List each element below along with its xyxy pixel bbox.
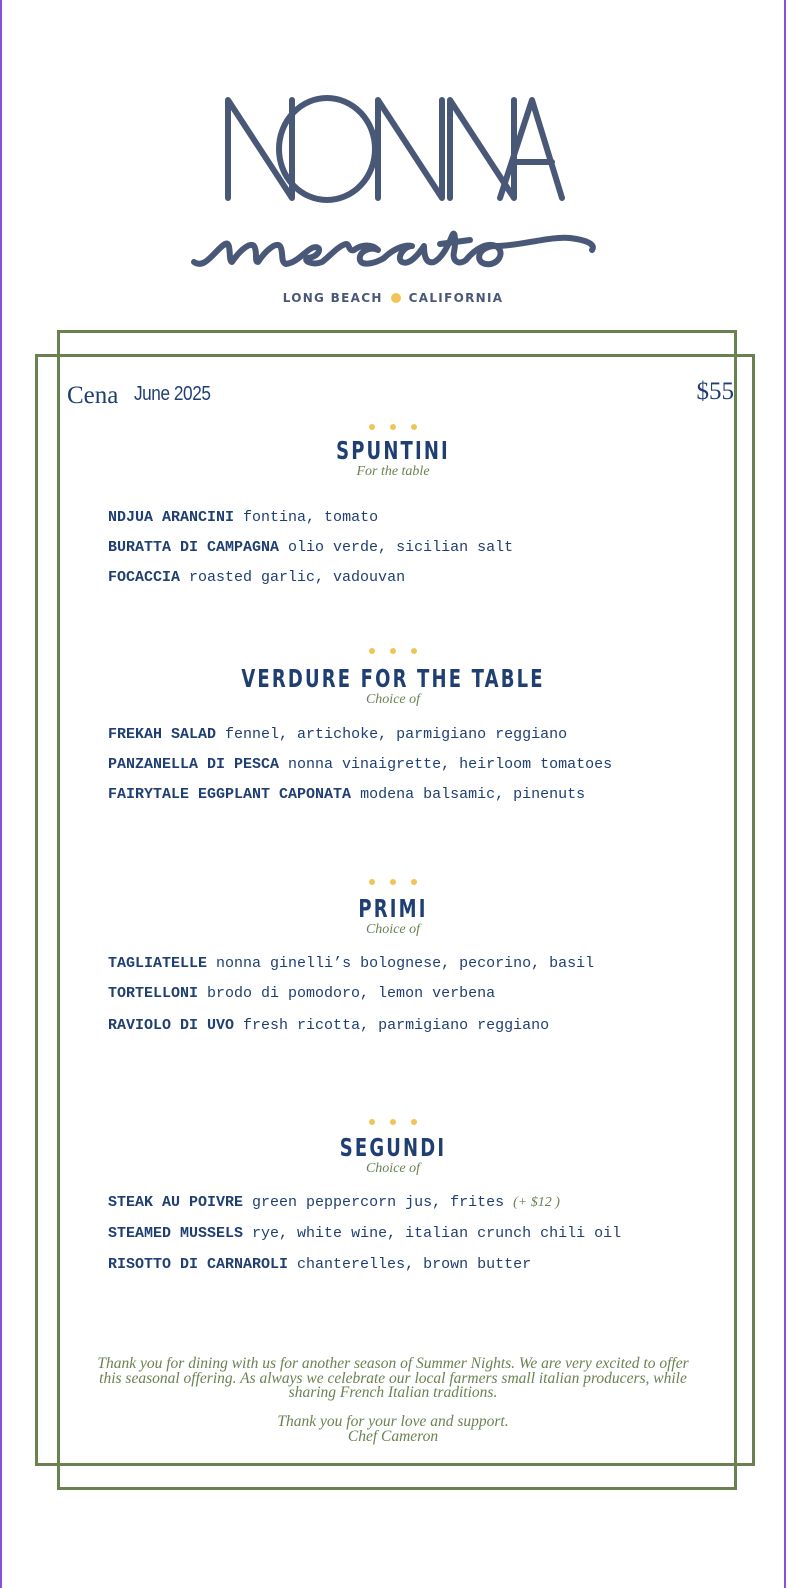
- item-name: STEAK AU POIVRE: [108, 1194, 244, 1211]
- item-desc: nonna vinaigrette, heirloom tomatoes: [288, 756, 613, 773]
- item-name: FOCACCIA: [108, 569, 181, 586]
- footer-message: [85, 1357, 701, 1401]
- item-desc: nonna ginelli’s bolognese, pecorino, basil: [216, 955, 595, 972]
- menu-date: June 2025: [134, 383, 211, 405]
- footer-line: Thank you for dining with us for another season of Summer Nights. We are very excited to offer: [97, 1355, 689, 1372]
- menu-item: [108, 569, 405, 586]
- menu-item: [108, 726, 567, 743]
- section-title-verdure: VERDURE FOR THE TABLE: [241, 664, 545, 693]
- tagline-dot-icon: [391, 293, 401, 303]
- item-desc: fresh ricotta, parmigiano reggiano: [243, 1017, 550, 1034]
- menu-header: [67, 378, 734, 418]
- section-subtitle-primi: Choice of: [365, 922, 421, 937]
- item-desc: rye, white wine, italian crunch chili oil: [252, 1225, 622, 1242]
- menu-item: [108, 955, 594, 972]
- menu-item: [108, 985, 495, 1002]
- item-name: PANZANELLA DI PESCA: [108, 756, 280, 773]
- menu-item: [108, 1017, 549, 1034]
- section-title-spuntini: SPUNTINI: [336, 436, 450, 465]
- item-desc: roasted garlic, vadouvan: [189, 569, 406, 586]
- location-state: CALIFORNIA: [408, 291, 504, 305]
- section-subtitle-spuntini: For the table: [356, 464, 430, 479]
- nonna-mercato-logo: [0, 0, 786, 290]
- item-name: FAIRYTALE EGGPLANT CAPONATA: [108, 786, 352, 803]
- meal-label: Cena: [67, 382, 119, 409]
- footer-thanks: [85, 1415, 701, 1444]
- item-name: TAGLIATELLE: [108, 955, 208, 972]
- item-name: STEAMED MUSSELS: [108, 1225, 244, 1242]
- item-name: NDJUA ARANCINI: [108, 509, 235, 526]
- section-subtitle-verdure: Choice of: [365, 692, 421, 707]
- section-title-primi: PRIMI: [358, 894, 428, 923]
- item-upcharge: (+ $12 ): [513, 1195, 560, 1210]
- section-title-segundi: SEGUNDI: [339, 1133, 447, 1162]
- section-dots-icon: [0, 648, 786, 654]
- footer-line: this seasonal offering. As always we celebrate our local farmers small italian producers, while: [99, 1369, 687, 1387]
- menu-item: [108, 539, 513, 556]
- item-name: RAVIOLO DI UVO: [108, 1017, 235, 1034]
- menu-item: [108, 1194, 560, 1211]
- menu-item: [108, 786, 585, 803]
- item-desc: brodo di pomodoro, lemon verbena: [207, 985, 496, 1002]
- item-desc: chanterelles, brown butter: [297, 1256, 532, 1273]
- section-dots-icon: [0, 879, 786, 885]
- footer-thanks-line: Thank you for your love and support.: [277, 1413, 509, 1430]
- menu-item: [108, 1256, 531, 1273]
- item-desc: fontina, tomato: [243, 509, 379, 526]
- section-dots-icon: [0, 424, 786, 430]
- item-desc: green peppercorn jus, frites: [252, 1194, 505, 1211]
- item-name: BURATTA DI CAMPAGNA: [108, 539, 280, 556]
- menu-item: [108, 756, 612, 773]
- footer-line: sharing French Italian traditions.: [288, 1384, 498, 1401]
- menu-price: $55: [696, 378, 734, 405]
- footer-signature: Chef Cameron: [347, 1427, 439, 1445]
- item-desc: fennel, artichoke, parmigiano reggiano: [225, 726, 568, 743]
- item-desc: olio verde, sicilian salt: [288, 539, 514, 556]
- location-tagline: [0, 291, 786, 305]
- location-city: LONG BEACH: [282, 291, 383, 305]
- menu-item: [108, 509, 378, 526]
- item-name: TORTELLONI: [108, 985, 199, 1002]
- section-dots-icon: [0, 1119, 786, 1125]
- item-name: RISOTTO DI CARNAROLI: [108, 1256, 289, 1273]
- item-name: FREKAH SALAD: [108, 726, 217, 743]
- menu-item: [108, 1225, 621, 1242]
- section-subtitle-segundi: Choice of: [365, 1161, 421, 1176]
- item-desc: modena balsamic, pinenuts: [360, 786, 586, 803]
